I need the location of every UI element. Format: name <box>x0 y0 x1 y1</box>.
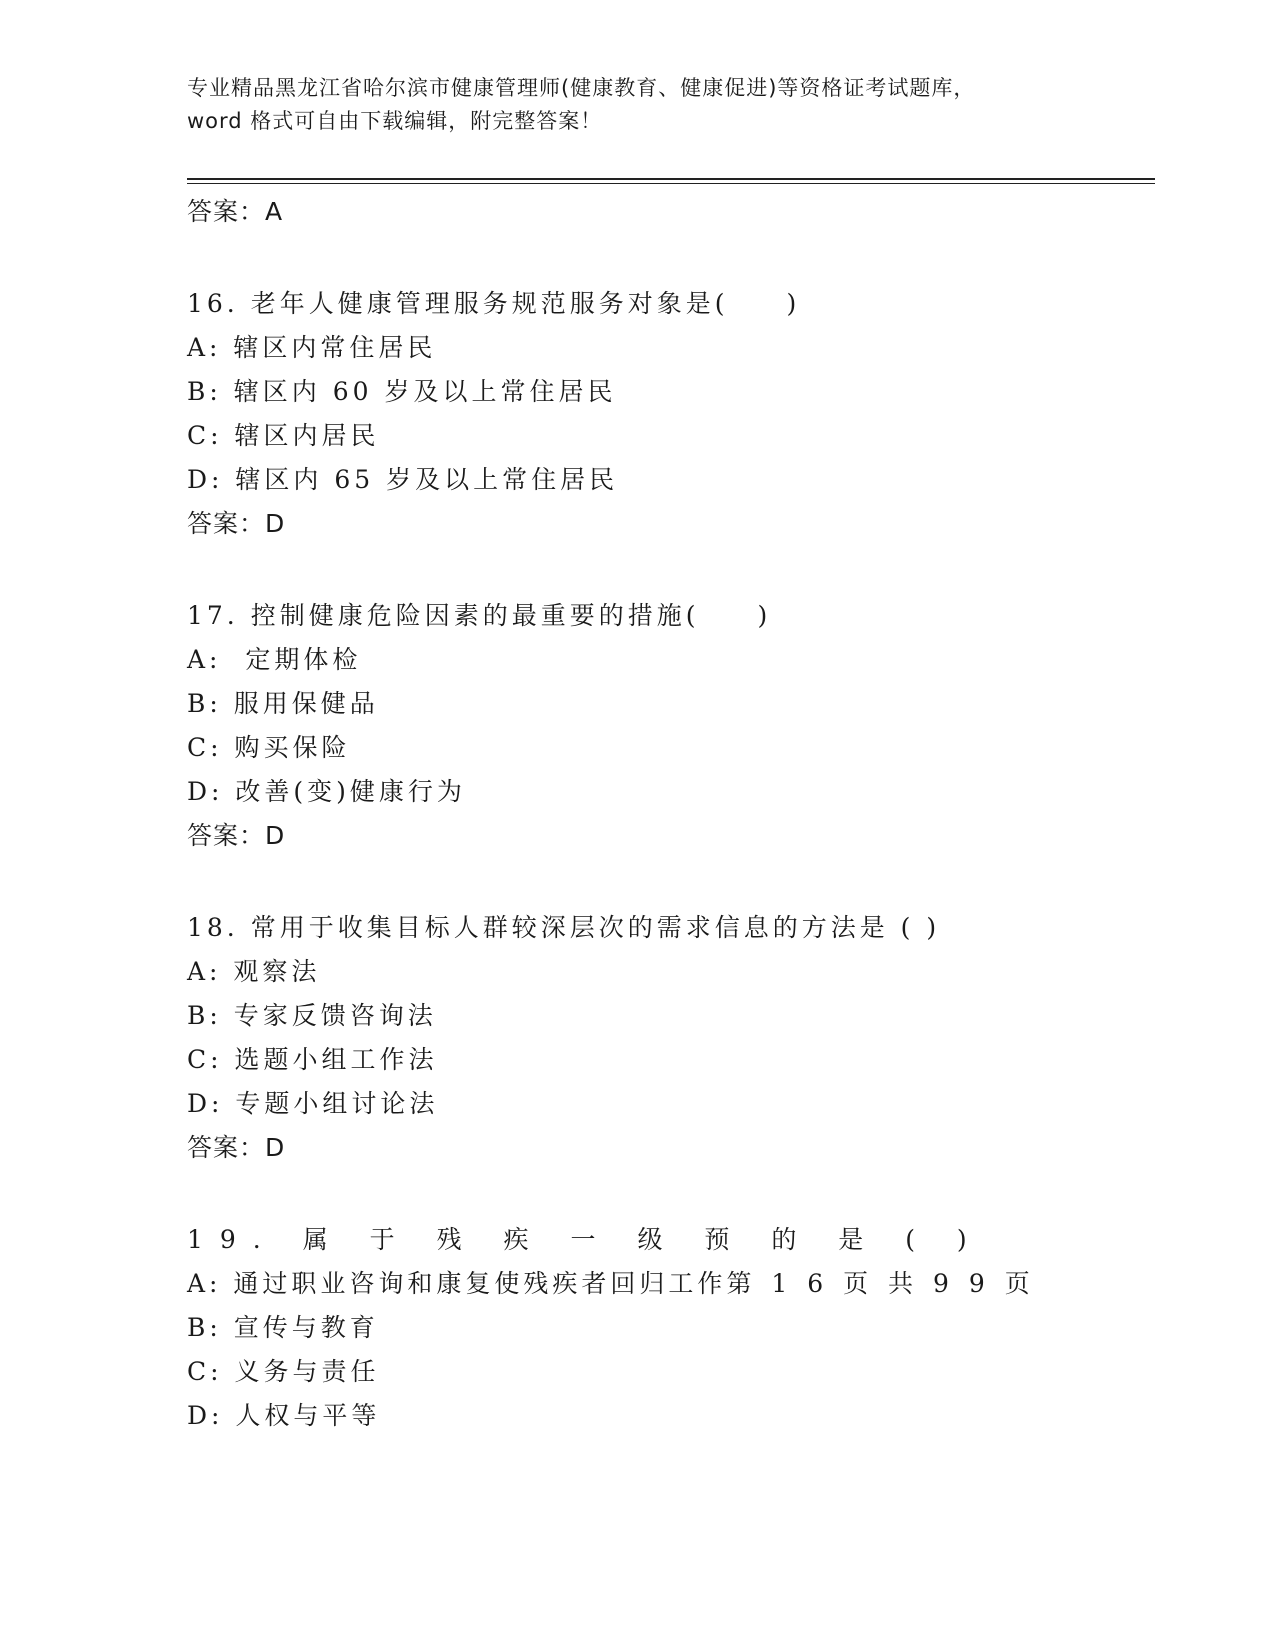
question-18-option-a: A: 观察法 <box>187 957 321 986</box>
question-18-option-d: D: 专题小组讨论法 <box>187 1089 439 1118</box>
question-16-option-b: B: 辖区内 60 岁及以上常住居民 <box>187 377 617 406</box>
header-rule-thick <box>187 178 1155 180</box>
question-19-option-a <box>187 1269 1036 1299</box>
question-17-option-a: A: 定期体检 <box>187 645 362 674</box>
document-header <box>187 72 1087 138</box>
answer-18: 答案：D <box>187 1133 286 1162</box>
question-17-stem: 17. 控制健康危险因素的最重要的措施( ) <box>187 601 772 630</box>
question-18-stem: 18. 常用于收集目标人群较深层次的需求信息的方法是 ( ) <box>187 913 941 942</box>
question-19-option-d: D: 人权与平等 <box>187 1401 381 1430</box>
header-line-1: 专业精品黑龙江省哈尔滨市健康管理师(健康教育、健康促进)等资格证考试题库， <box>187 76 976 100</box>
question-17-option-b: B: 服用保健品 <box>187 689 379 718</box>
question-17-option-d: D: 改善(变)健康行为 <box>187 777 466 806</box>
question-19-stem: 19. 属 于 残 疾 一 级 预 的 是 ( ) <box>187 1225 984 1254</box>
question-19-option-a-text: A: 通过职业咨询和康复使残疾者回归工作 <box>187 1269 727 1298</box>
question-18-option-c: C: 选题小组工作法 <box>187 1045 438 1074</box>
answer-16: 答案：D <box>187 509 286 538</box>
question-18-option-b: B: 专家反馈咨询法 <box>187 1001 437 1030</box>
header-rule-thin <box>187 183 1155 184</box>
question-16-option-a: A: 辖区内常住居民 <box>187 333 437 362</box>
question-19-option-b: B: 宣传与教育 <box>187 1313 379 1342</box>
page-footer: 第 1 6 页 共 9 9 页 <box>726 1269 1036 1298</box>
question-16-option-c: C: 辖区内居民 <box>187 421 380 450</box>
header-line-2: word 格式可自由下载编辑，附完整答案！ <box>187 109 603 133</box>
answer-17: 答案：D <box>187 821 286 850</box>
answer-15: 答案：A <box>187 197 284 226</box>
question-16-option-d: D: 辖区内 65 岁及以上常住居民 <box>187 465 619 494</box>
question-19-option-c: C: 义务与责任 <box>187 1357 380 1386</box>
question-17-option-c: C: 购买保险 <box>187 733 351 762</box>
question-16-stem: 16. 老年人健康管理服务规范服务对象是( ) <box>187 289 801 318</box>
